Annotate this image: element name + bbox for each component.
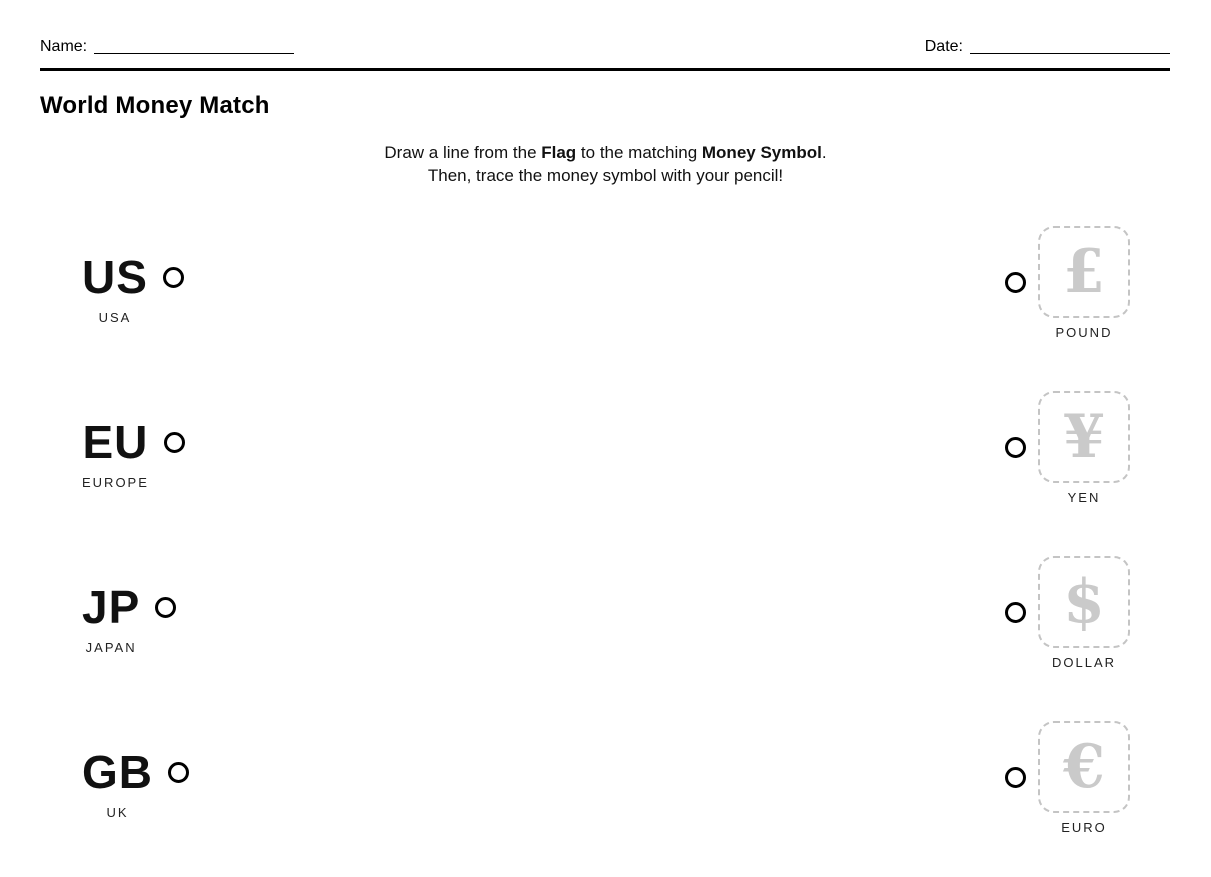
flag-code-jp: JP: [82, 581, 141, 634]
instruction-bold-flag: Flag: [541, 143, 577, 162]
symbol-item-pound: [1005, 226, 1130, 340]
name-label: Name:: [40, 38, 88, 55]
page-title: World Money Match: [40, 92, 270, 119]
symbol-trace-box-yen[interactable]: [1038, 391, 1130, 483]
symbol-connector-dot-euro[interactable]: [1005, 767, 1026, 788]
date-blank-line: [970, 39, 1170, 54]
instruction-text: Draw a line from the: [384, 143, 542, 162]
flag-code-gb: GB: [82, 746, 153, 799]
flag-code-eu: EU: [82, 416, 149, 469]
flag-connector-dot-jp[interactable]: [155, 597, 176, 618]
symbol-trace-box-pound[interactable]: [1038, 226, 1130, 318]
symbol-label-pound: POUND: [1055, 324, 1113, 340]
symbol-connector-dot-pound[interactable]: [1005, 272, 1026, 293]
instructions-line-2: Then, trace the money symbol with your pencil!: [427, 166, 784, 185]
name-blank-line: [94, 39, 294, 54]
flag-item-eu: [82, 417, 185, 490]
date-field: [925, 38, 1170, 56]
symbol-item-yen: [1005, 391, 1130, 505]
symbol-connector-dot-dollar[interactable]: [1005, 602, 1026, 623]
flag-label-japan: JAPAN: [85, 639, 137, 655]
flag-connector-dot-gb[interactable]: [168, 762, 189, 783]
instruction-text: .: [821, 143, 827, 162]
flag-label-uk: UK: [106, 804, 129, 820]
symbol-item-euro: [1005, 721, 1130, 835]
symbol-trace-box-euro[interactable]: [1038, 721, 1130, 813]
pound-symbol-icon: £: [1063, 236, 1105, 307]
euro-symbol-icon: €: [1063, 731, 1105, 802]
flag-code-us: US: [82, 251, 148, 304]
header-divider-rule: [40, 68, 1170, 71]
matching-area: [0, 200, 1211, 860]
flag-item-us: [82, 252, 184, 325]
flag-label-europe: EUROPE: [82, 474, 149, 490]
symbol-label-yen: YEN: [1067, 489, 1101, 505]
match-row-3: [0, 530, 1211, 695]
flag-label-usa: USA: [98, 309, 132, 325]
symbol-label-dollar: DOLLAR: [1051, 654, 1117, 670]
flag-connector-dot-eu[interactable]: [164, 432, 185, 453]
worksheet-header: [40, 38, 1170, 56]
symbol-item-dollar: [1005, 556, 1130, 670]
instructions: [0, 141, 1211, 187]
instructions-line-1: [0, 141, 1211, 164]
match-row-1: [0, 200, 1211, 365]
match-row-4: [0, 695, 1211, 860]
instruction-text: to the matching: [576, 143, 702, 162]
yen-symbol-icon: ¥: [1063, 401, 1105, 472]
instruction-bold-money-symbol: Money Symbol: [701, 143, 822, 162]
symbol-trace-box-dollar[interactable]: [1038, 556, 1130, 648]
dollar-symbol-icon: $: [1063, 566, 1105, 637]
symbol-label-euro: EURO: [1061, 819, 1107, 835]
date-label: Date:: [924, 38, 963, 55]
name-field: [40, 38, 294, 56]
flag-connector-dot-us[interactable]: [163, 267, 184, 288]
symbol-connector-dot-yen[interactable]: [1005, 437, 1026, 458]
match-row-2: [0, 365, 1211, 530]
flag-item-gb: [82, 747, 189, 820]
flag-item-jp: [82, 582, 176, 655]
